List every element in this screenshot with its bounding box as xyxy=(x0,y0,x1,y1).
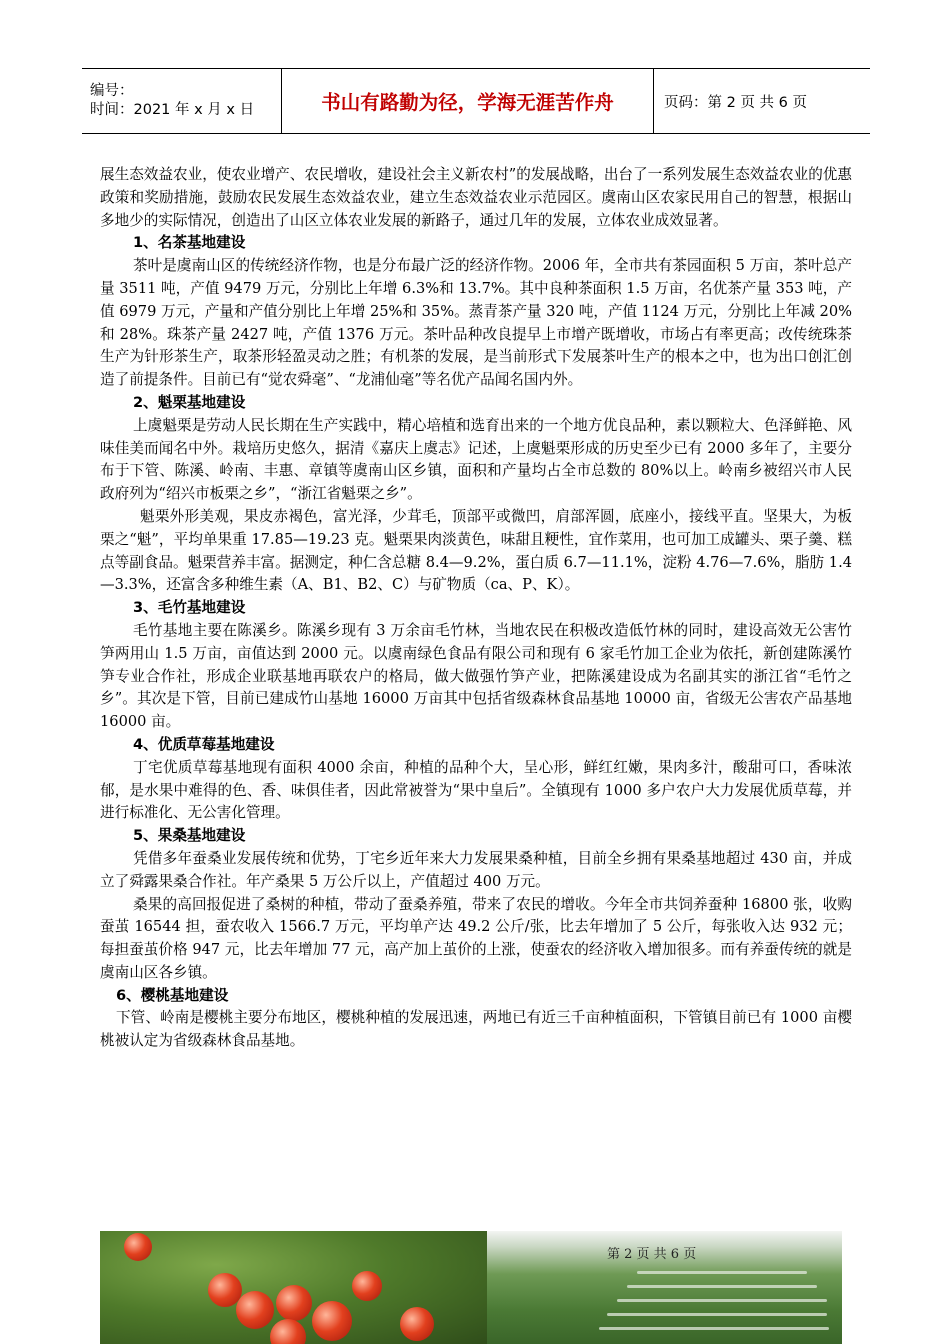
cherry-photo xyxy=(100,1231,487,1344)
section-heading-cherry: 6、樱桃基地建设 xyxy=(116,986,229,1004)
paragraph-strawberry: 丁宅优质草莓基地现有面积 4000 余亩，种植的品种个大，呈心形，鲜红红嫩，果肉多汁，酸甜可口，香味浓郁，是水果中难得的色、香、味俱佳者，因此常被誉为“果中皇后”。全镇现有 1000 多户农户大力发展优质草莓，并进行标准化、无公害化管理。 xyxy=(100,758,852,822)
paragraph-chestnut-features: 魁栗外形美观，果皮赤褐色，富光泽，少茸毛，顶部平或微凹，肩部浑圆，底座小，接线平直。坚果大，为板栗之“魁”，平均单果重 17.85—19.23 克。魁栗果肉淡黄色，味甜且粳性，宜作菜用，也可加工成罐头、栗子羹、糕点等副食品。魁栗营养丰富。据测定，种仁含总糖 8.4—9.2%，蛋白质 6.7—11.1%，淀粉 4.76—7.6%，脂肪 1.4—3.3%，还富含多种维生素（A、B1、B2、C）与矿物质（ca、P、K）。 xyxy=(100,507,852,594)
header-meta xyxy=(82,69,282,133)
section-heading-strawberry: 4、优质草莓基地建设 xyxy=(133,735,275,753)
page-header xyxy=(82,68,870,134)
paragraph-bamboo: 毛竹基地主要在陈溪乡。陈溪乡现有 3 万余亩毛竹林，当地农民在积极改造低竹林的同时，建设高效无公害竹笋两用山 1.5 万亩，亩值达到 2000 元。以虞南绿色食品有限公司和现有 6 家毛竹加工企业为依托，新创建陈溪竹笋专业合作社，形成企业联基地再联农户的格局，做大做强竹笋产业，把陈溪建设成为名副其实的浙江省“毛竹之乡”。其次是下管，目前已建成竹山基地 16000 万亩其中包括省级森林食品基地 10000 亩，省级无公害农产品基地 16000 亩。 xyxy=(100,621,852,731)
paragraph-cherry: 下管、岭南是樱桃主要分布地区，樱桃种植的发展迅速，两地已有近三千亩种植面积，下管镇目前已有 1000 亩樱桃被认定为省级森林食品基地。 xyxy=(100,1009,852,1050)
section-heading-bamboo: 3、毛竹基地建设 xyxy=(133,599,246,617)
paragraph-chestnut-history: 上虞魁栗是劳动人民长期在生产实践中，精心培植和选育出来的一个地方优良品种，素以颗粒大、色泽鲜艳、风味佳美而闻名中外。栽培历史悠久，据清《嘉庆上虞志》记述，上虞魁栗形成的历史至少已有 2000 多年了，主要分布于下管、陈溪、岭南、丰惠、章镇等虞南山区乡镇，面积和产量均占全市总数的 80%以上。岭南乡被绍兴市人民政府列为“绍兴市板栗之乡”，“浙江省魁栗之乡”。 xyxy=(100,416,852,503)
document-body xyxy=(100,164,852,1053)
header-page-label: 页码：第 2 页 共 6 页 xyxy=(664,94,807,111)
section-heading-mulberry: 5、果桑基地建设 xyxy=(133,827,246,845)
header-motto: 书山有路勤为径，学海无涯苦作舟 xyxy=(282,69,654,133)
number-label: 编号： xyxy=(90,83,134,99)
photo-strip xyxy=(100,1231,842,1344)
paragraph-mulberry-base: 凭借多年蚕桑业发展传统和优势，丁宅乡近年来大力发展果桑种植，目前全乡拥有果桑基地超过 430 亩，并成立了舜露果桑合作社。年产桑果 5 万公斤以上，产值超过 400 万元。 xyxy=(100,849,852,890)
paragraph-tea: 茶叶是虞南山区的传统经济作物，也是分布最广泛的经济作物。2006 年，全市共有茶园面积 5 万亩，茶叶总产量 3511 吨，产值 9479 万元，分别比上年增 6.3%和 13.7%。其中良种茶面积 1.5 万亩，名优茶产量 353 吨，产值 6979 万元，产量和产值分别比上年增 25%和 35%。蒸青茶产量 320 吨，产值 1124 万元，分别比上年减 20%和 28%。珠茶产量 2427 吨，产值 1376 万元。茶叶品种改良提早上市增产既增收，市场占有率更高；改传统珠茶生产为针形茶生产，取茶形轻盈灵动之胜；有机茶的发展，是当前形式下发展茶叶生产的根本之中，也为出口创汇创造了前提条件。目前已有“觉农舜毫”、“龙浦仙毫”等名优产品闻名国内外。 xyxy=(100,257,852,389)
paragraph-mulberry-income: 桑果的高回报促进了桑树的种植，带动了蚕桑养殖，带来了农民的增收。今年全市共饲养蚕种 16800 张，收购蚕茧 16544 担，蚕农收入 1566.7 万元，平均单产达 49.2 公斤/张，比去年增加了 5 公斤，每张收入达 932 元；每担蚕茧价格 947 元，比去年增加 77 元，高产加上茧价的上涨，使蚕农的经济收入增加很多。而有养蚕传统的就是虞南山区各乡镇。 xyxy=(100,895,852,981)
section-heading-tea: 1、名茶基地建设 xyxy=(133,234,246,252)
terrace-photo xyxy=(487,1231,842,1344)
section-heading-chestnut: 2、魁栗基地建设 xyxy=(133,393,246,411)
intro-paragraph: 展生态效益农业，使农业增产、农民增收，建设社会主义新农村”的发展战略，出台了一系列发展生态效益农业的优惠政策和奖励措施，鼓励农民发展生态效益农业，建立生态效益农业示范园区。虞南山区农家民用自己的智慧，根据山多地少的实际情况，创造出了山区立体农业发展的新路子，通过几年的发展，立体农业成效显著。 xyxy=(100,166,852,229)
page-footer-note: 第 2 页 共 6 页 xyxy=(607,1247,697,1262)
date-label: 时间：2021 年 x 月 x 日 xyxy=(90,102,255,118)
